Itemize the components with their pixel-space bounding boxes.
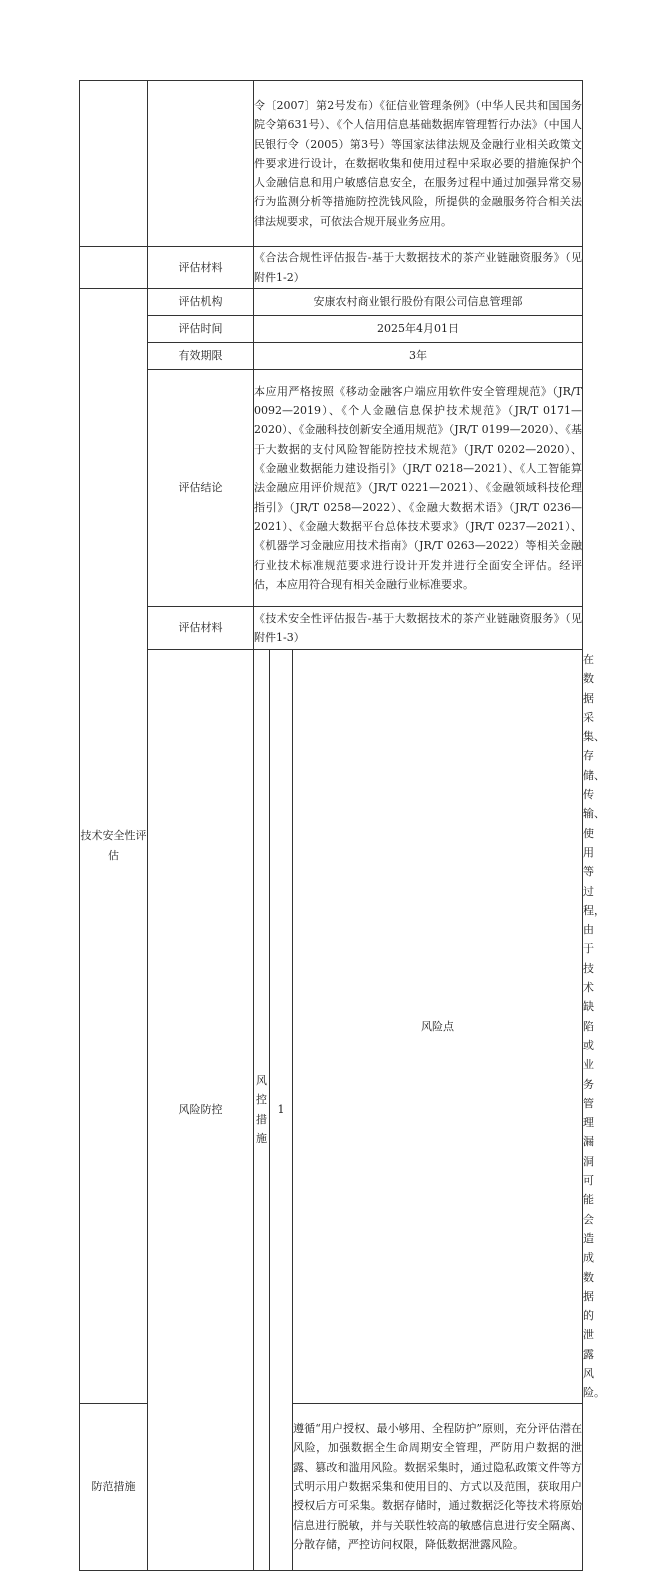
risk-measure-label: 风控措施	[254, 650, 270, 1571]
validity-row	[80, 343, 583, 370]
tech-category-label: 技术安全性评估	[80, 289, 148, 1404]
tech-conclusion-text: 本应用严格按照《移动金融客户端应用软件安全管理规范》（JR/T 0092—2019）、《个人金融信息保护技术规范》（JR/T 0171—2020）、《金融科技创新安全通用规范》（JR/T 0199—2020）、《基于大数据的支付风险智能防控技术规范》（JR/T 0202—2020）、《金融业数据能力建设指引》（JR/T 0218—2021）、《人工智能算法金融应用评价规范》（JR/T 0221—2021）、《金融领域科技伦理指引》（JR/T 0258—2022）、《金融大数据术语》（JR/T 0236—2021）、《金融大数据平台总体技术要求》（JR/T 0237—2021）、《机器学习金融应用技术指南》（JR/T 0263—2022）等相关金融行业技术标准规范要求进行设计开发并进行全面安全评估。经评估，本应用符合现有相关金融行业标准要求。	[254, 370, 583, 607]
risk-point-row: 风险防控 风控措施 1 风险点 在数据采集、存储、传输、使用等过程，由于技术缺陷或业务管理漏洞可能会造成数据的泄露风险。	[80, 650, 583, 1404]
empty-label-cell	[148, 81, 254, 247]
tech-material-row	[80, 607, 583, 650]
assessment-table	[79, 80, 605, 1571]
prevention-label: 防范措施	[80, 1403, 148, 1570]
time-row	[80, 316, 583, 343]
risk-point-label: 风险点	[293, 650, 583, 1404]
empty-category-cell-2	[80, 247, 148, 289]
tech-material-text: 《技术安全性评估报告-基于大数据技术的茶产业链融资服务》（见附件1-3）	[254, 607, 583, 650]
tech-conclusion-row	[80, 370, 583, 607]
risk-item-number: 1	[270, 650, 293, 1571]
org-label: 评估机构	[148, 289, 254, 316]
validity-label: 有效期限	[148, 343, 254, 370]
org-value: 安康农村商业银行股份有限公司信息管理部	[254, 289, 583, 316]
prevention-text: 遵循“用户授权、最小够用、全程防护”原则，充分评估潜在风险，加强数据全生命周期安全管理，严防用户数据的泄露、篡改和滥用风险。数据采集时，通过隐私政策文件等方式明示用户数据采集和使用目的、方式以及范围，获取用户授权后方可采集。数据存储时，通过数据泛化等技术将原始信息进行脱敏，并与关联性较高的敏感信息进行安全隔离、分散存储，严控访问权限，降低数据泄露风险。	[293, 1403, 583, 1570]
time-value: 2025年4月01日	[254, 316, 583, 343]
legal-conclusion-row	[80, 81, 583, 247]
legal-material-text: 《合法合规性评估报告-基于大数据技术的茶产业链融资服务》（见附件1-2）	[254, 247, 583, 289]
time-label: 评估时间	[148, 316, 254, 343]
validity-value: 3年	[254, 343, 583, 370]
risk-category-label: 风险防控	[148, 650, 254, 1571]
tech-conclusion-label: 评估结论	[148, 370, 254, 607]
legal-material-label: 评估材料	[148, 247, 254, 289]
org-row	[80, 289, 583, 316]
empty-category-cell	[80, 81, 148, 247]
legal-conclusion-text: 令〔2007〕第2号发布）《征信业管理条例》（中华人民共和国国务院令第631号）、《个人信用信息基础数据库管理暂行办法》（中国人民银行令（2005）第3号）等国家法律法规及金融行业相关政策文件要求进行设计，在数据收集和使用过程中采取必要的措施保护个人金融信息和用户敏感信息安全，在服务过程中通过加强异常交易行为监测分析等措施防控洗钱风险，所提供的金融服务符合相关法律法规要求，可依法合规开展业务应用。	[254, 81, 583, 247]
legal-material-row	[80, 247, 583, 289]
tech-material-label: 评估材料	[148, 607, 254, 650]
